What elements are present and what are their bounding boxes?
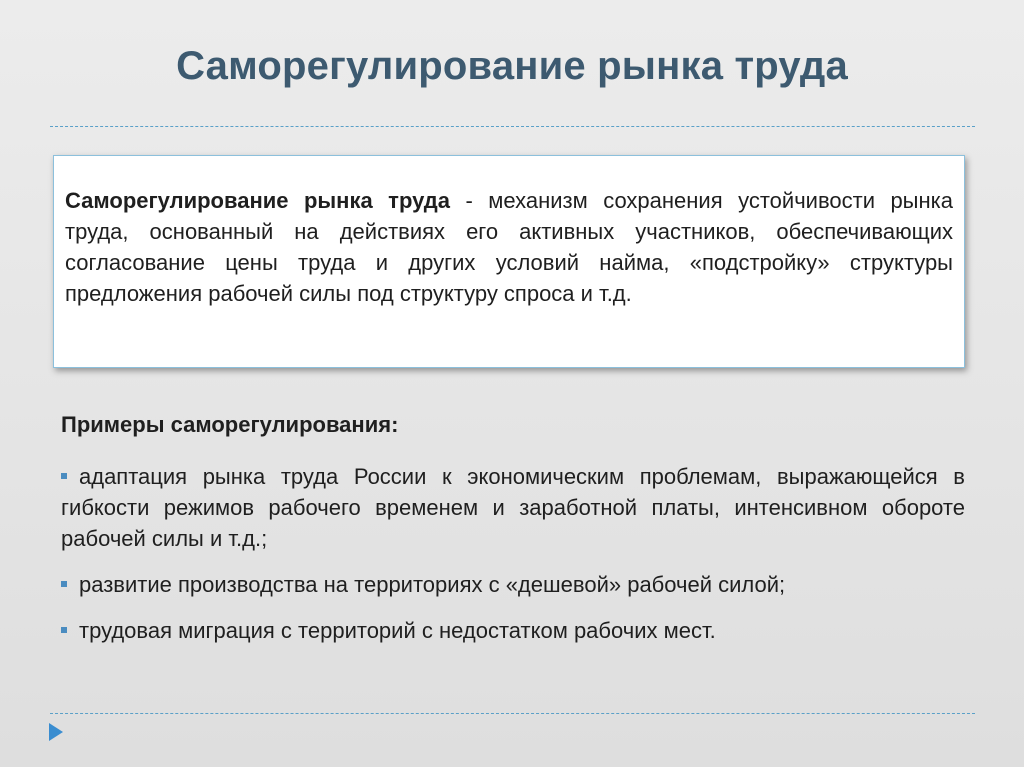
list-item-text: трудовая миграция с территорий с недостатком рабочих мест. bbox=[79, 618, 716, 643]
examples-list bbox=[61, 461, 965, 661]
list-item bbox=[61, 461, 965, 554]
definition-body: - механизм сохранения устойчивости рынка труда, основанный на действиях его активных участников, обеспечивающих согласование цены труда и других условий найма, «подстройку» структуры предложения рабочей силы под структуру спроса и т.д. bbox=[65, 188, 953, 306]
list-item bbox=[61, 615, 965, 646]
bullet-icon bbox=[61, 581, 67, 587]
list-item-text: развитие производства на территориях с «дешевой» рабочей силой; bbox=[79, 572, 786, 597]
definition-term: Саморегулирование рынка труда bbox=[65, 188, 450, 213]
play-arrow-icon[interactable] bbox=[49, 723, 63, 741]
bullet-icon bbox=[61, 473, 67, 479]
bullet-icon bbox=[61, 627, 67, 633]
bottom-divider bbox=[50, 713, 975, 714]
list-item-text: адаптация рынка труда России к экономическим проблемам, выражающейся в гибкости режимов рабочего временем и заработной платы, интенсивном обороте рабочей силы и т.д.; bbox=[61, 464, 965, 551]
list-item bbox=[61, 569, 965, 600]
definition-box bbox=[53, 155, 965, 368]
examples-heading: Примеры саморегулирования: bbox=[61, 412, 399, 437]
top-divider bbox=[50, 126, 975, 127]
definition-text bbox=[65, 185, 953, 309]
slide-title: Саморегулирование рынка труда bbox=[176, 44, 848, 88]
